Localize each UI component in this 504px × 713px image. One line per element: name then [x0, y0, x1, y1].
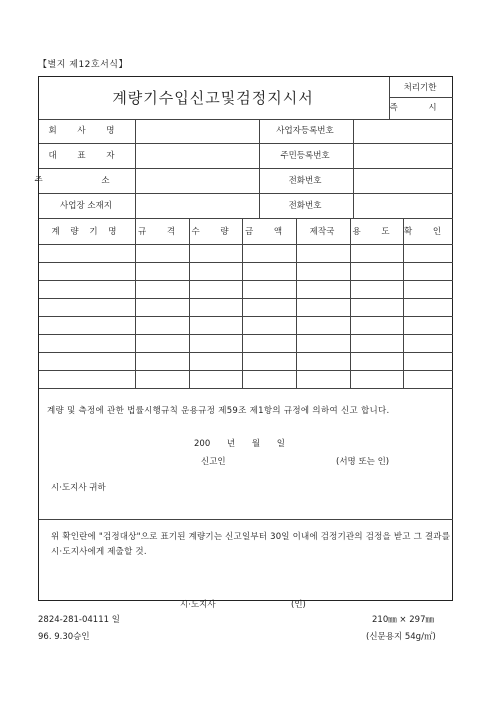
col-device-name: 계 량 기 명	[51, 226, 121, 237]
col-amount: 금 액	[244, 226, 292, 237]
col-spec: 규 격	[137, 226, 185, 237]
business-number-label: 사업자등록번호	[276, 126, 334, 136]
workplace-address-label: 사업장 소재지	[60, 201, 112, 211]
signature-label: (서명 또는 인)	[336, 457, 390, 467]
form-number: 【별지 제12호서식】	[38, 60, 128, 70]
col-quantity: 수 량	[191, 226, 238, 237]
paper-size: 210㎜ × 297㎜	[372, 615, 434, 625]
col-confirm: 확 인	[403, 226, 451, 237]
form-title: 계량기수입신고및검정지시서	[112, 88, 314, 107]
applicant-label: 신고인	[201, 457, 226, 467]
declaration-statement: 계량 및 측정에 관한 법률시행규칙 운용규정 제59조 제1항의 규정에 의하여 신고 합니다.	[47, 406, 390, 416]
company-name-label: 회 사 명	[48, 126, 124, 136]
instruction-text: 위 확인란에 "검정대상"으로 표기된 계량기는 신고일부터 30일 이내에 검정기관의 검정을 받고 그 결과를 시·도지사에게 제출할 것.	[51, 532, 451, 557]
col-usage: 용 도	[352, 226, 399, 237]
declaration-date: 200 년 월 일	[194, 439, 285, 449]
phone-label: 전화번호	[288, 176, 322, 186]
paper-type: (신문용지 54g/㎡)	[366, 632, 436, 642]
col-country: 제작국	[309, 226, 335, 237]
addressee: 시·도지사 귀하	[51, 483, 106, 493]
workplace-phone-label: 전화번호	[288, 201, 322, 211]
form-code: 2824-281-04111 일	[38, 615, 120, 625]
approval-date: 96. 9.30승인	[38, 632, 90, 642]
representative-label: 대 표 자	[48, 151, 124, 161]
processing-value: 즉 시	[389, 103, 451, 113]
signer-label: 시·도지사	[180, 600, 216, 610]
processing-label: 처리기한	[403, 82, 437, 93]
seal-label: (인)	[291, 600, 306, 610]
resident-number-label: 주민등록번호	[280, 151, 330, 161]
address-label: 주 소	[34, 176, 138, 186]
